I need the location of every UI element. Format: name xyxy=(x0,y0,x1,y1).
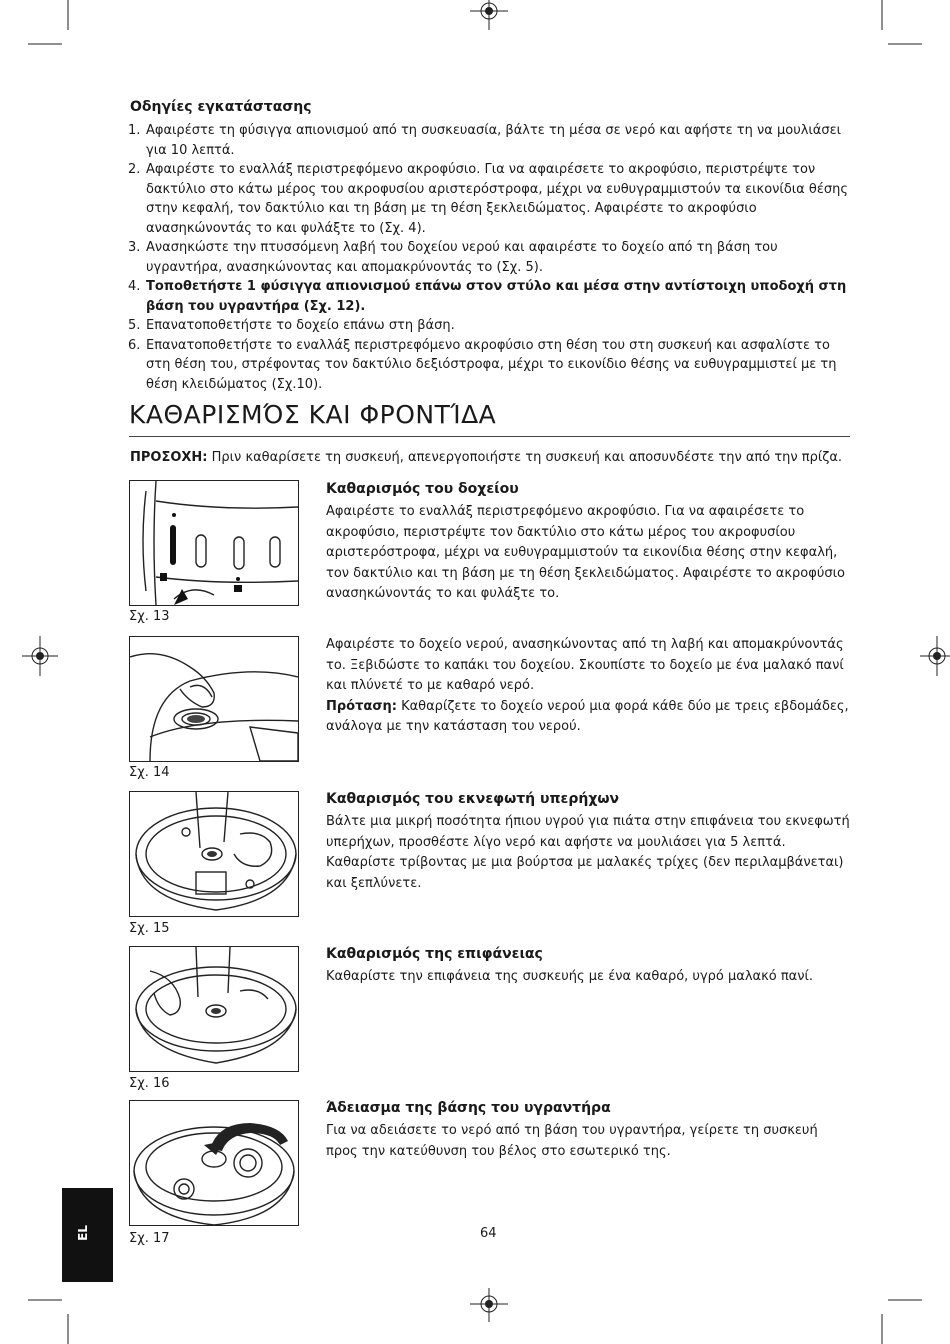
figure-15-illustration xyxy=(129,791,299,917)
warning-text: Πριν καθαρίσετε τη συσκευή, απενεργοποιήστε τη συσκευή και αποσυνδέστε την από την πρίζα. xyxy=(207,450,843,465)
tank-cleaning-text: Αφαιρέστε το εναλλάξ περιστρεφόμενο ακροφύσιο. Για να αφαιρέσετε το ακροφύσιο, περιστρέψτε τον δακτύλιο στο κάτω μέρος του ακροφυσίου αριστερόστροφα, μέχρι να ευθυγραμμιστούν τα εικονίδια θέσης στην κεφαλή, τον δακτύλιο και τη βάση με τη θέση ξεκλειδώματος. Αφαιρέστε το ακροφύσιο ανασηκώνοντάς το και φυλάξτε το. xyxy=(326,504,845,601)
tank-wash-text: Αφαιρέστε το δοχείο νερού, ανασηκώνοντας από τη λαβή και απομακρύνοντάς το. Ξεβιδώστε το καπάκι του δοχείου. Σκουπίστε το δοχείο με ένα μαλακό πανί και πλύνετέ το με καθαρό νερό. xyxy=(326,637,844,693)
figure-13-illustration xyxy=(129,480,299,606)
tip-text: Καθαρίζετε το δοχείο νερού μια φορά κάθε δύο με τρεις εβδομάδες, ανάλογα με την κατάσταση του νερού. xyxy=(326,698,849,734)
figure-13-caption: Σχ. 13 xyxy=(129,609,170,624)
install-heading: Οδηγίες εγκατάστασης xyxy=(130,99,312,115)
figure-17-illustration xyxy=(129,1100,299,1226)
figure-14-illustration xyxy=(129,636,299,762)
step-text: Αφαιρέστε τη φύσιγγα απιονισμού από τη συσκευασία, βάλτε τη μέσα σε νερό και αφήστε τη να μουλιάσει για 10 λεπτά. xyxy=(146,123,842,158)
install-step xyxy=(128,316,850,336)
step-text: Αφαιρέστε το εναλλάξ περιστρεφόμενο ακροφύσιο. Για να αφαιρέσετε το ακροφύσιο, περιστρέψτε τον δακτύλιο στο κάτω μέρος του ακροφυσίου αριστερόστροφα, μέχρι να ευθυγραμμιστούν τα εικονίδια θέσης στην κεφαλή, τον δακτύλιο και τη βάση με τη θέση ξεκλειδώματος. Αφαιρέστε το ακροφύσιο ανασηκώνοντάς το και φυλάξτε το (Σχ. 4). xyxy=(146,162,848,236)
step-number: 3. xyxy=(128,240,141,255)
install-step xyxy=(128,336,850,395)
step-number: 4. xyxy=(128,279,141,294)
tank-cleaning-text-2 xyxy=(326,635,850,738)
empty-base-text: Για να αδειάσετε το νερό από τη βάση του υγραντήρα, γείρετε τη συσκευή προς την κατεύθυνση του βέλος στο εσωτερικό της. xyxy=(326,1123,818,1159)
empty-base-heading: Άδειασμα της βάσης του υγραντήρα xyxy=(326,1100,611,1116)
install-step xyxy=(128,238,850,277)
tank-cleaning-heading: Καθαρισμός του δοχείου xyxy=(326,481,519,497)
install-steps xyxy=(128,121,850,394)
install-step xyxy=(128,121,850,160)
step-number: 1. xyxy=(128,123,141,138)
step-number: 6. xyxy=(128,337,141,353)
step-number: 2. xyxy=(128,162,141,177)
page-number: 64 xyxy=(480,1226,497,1241)
step-text: Επανατοποθετήστε το δοχείο επάνω στη βάση. xyxy=(146,318,455,333)
figure-14-caption: Σχ. 14 xyxy=(129,765,170,780)
install-step xyxy=(128,160,850,238)
language-code: EL xyxy=(75,1225,90,1241)
nebulizer-cleaning-text: Βάλτε μια μικρή ποσότητα ήπιου υγρού για πιάτα στην επιφάνεια του εκνεφωτή υπερήχων, προσθέστε λίγο νερό και αφήστε να μουλιάσει για 5 λεπτά. Καθαρίστε τρίβοντας με μια βούρτσα με μαλακές τρίχες (δεν περιλαμβάνεται) και ξεπλύνετε. xyxy=(326,814,850,891)
nebulizer-cleaning-heading: Καθαρισμός του εκνεφωτή υπερήχων xyxy=(326,791,620,807)
surface-cleaning-heading: Καθαρισμός της επιφάνειας xyxy=(326,946,543,962)
warning-note xyxy=(130,450,850,465)
figure-16-caption: Σχ. 16 xyxy=(129,1076,170,1091)
step-number: 5. xyxy=(128,318,141,333)
figure-15-caption: Σχ. 15 xyxy=(129,921,170,936)
figure-17-caption: Σχ. 17 xyxy=(129,1231,170,1246)
title-divider xyxy=(129,436,850,437)
language-tab xyxy=(62,1188,113,1282)
step-text: Ανασηκώστε την πτυσσόμενη λαβή του δοχείου νερού και αφαιρέστε το δοχείο από τη βάση του υγραντήρα, ανασηκώνοντας και απομακρύνοντάς το (Σχ. 5). xyxy=(146,240,778,275)
step-text: Τοποθετήστε 1 φύσιγγα απιονισμού επάνω στον στύλο και μέσα στην αντίστοιχη υποδοχή στη βάση του υγραντήρα (Σχ. 12). xyxy=(146,279,847,314)
tip-label: Πρόταση: xyxy=(326,698,397,714)
step-text: Επανατοποθετήστε το εναλλάξ περιστρεφόμενο ακροφύσιο στη θέση του στη συσκευή και ασφαλίστε το στη θέση του, στρέφοντας τον δακτύλιο δεξιόστροφα, μέχρι το εικονίδιο θέσης να ευθυγραμμιστεί με τη θέση κλειδώματος (Σχ.10). xyxy=(146,337,837,392)
install-step xyxy=(128,277,850,316)
surface-cleaning-text: Καθαρίστε την επιφάνεια της συσκευής με ένα καθαρό, υγρό μαλακό πανί. xyxy=(326,969,814,984)
figure-16-illustration xyxy=(129,946,299,1072)
warning-label: ΠΡΟΣΟΧΗ: xyxy=(130,450,208,465)
section-title: ΚΑΘΑΡΙΣΜΌΣ ΚΑΙ ΦΡΟΝΤΊΔΑ xyxy=(129,400,497,429)
